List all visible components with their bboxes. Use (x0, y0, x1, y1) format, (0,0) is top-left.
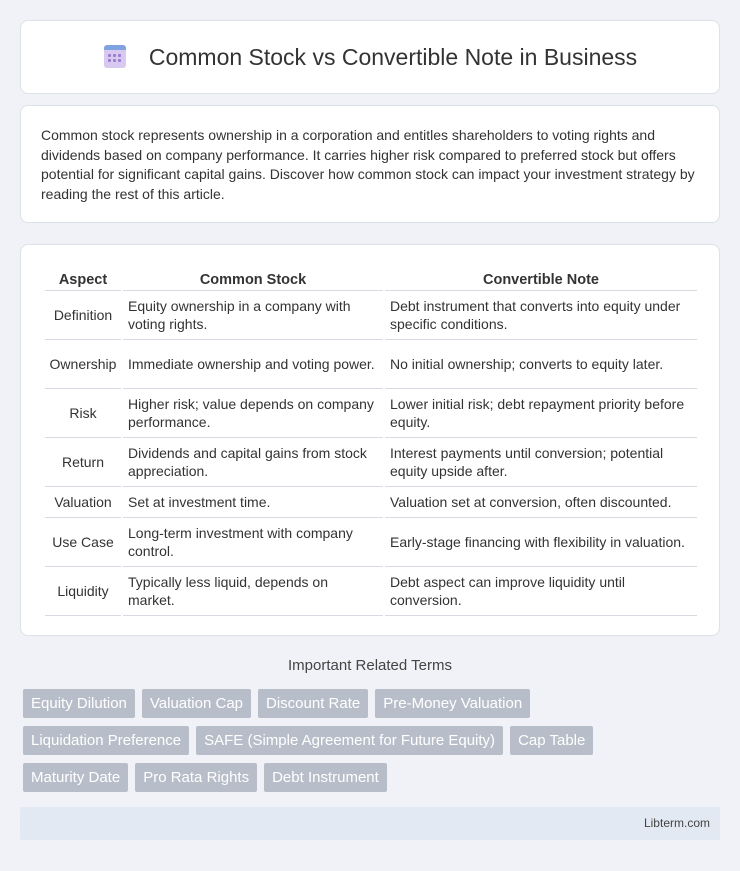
table-header-row (45, 265, 697, 291)
row-aspect: Valuation (45, 487, 121, 518)
row-aspect: Use Case (45, 518, 121, 567)
tag-row (23, 689, 723, 718)
intro-text: Common stock represents ownership in a corporation and entitles shareholders to voting rights and dividends based on company performance. It carries higher risk compared to preferred stock but offers potential for significant capital gains. Discover how common stock can impact your investment strategy by reading the rest of this article. (41, 127, 695, 202)
table-row (45, 438, 697, 487)
row-aspect: Return (45, 438, 121, 487)
tag-discount-rate[interactable]: Discount Rate (258, 689, 368, 718)
tag-row (23, 763, 723, 792)
title-wrap (103, 44, 637, 71)
row-convertible-note: Debt aspect can improve liquidity until conversion. (385, 567, 697, 616)
row-aspect: Liquidity (45, 567, 121, 616)
header-card (20, 20, 720, 94)
row-aspect: Ownership (45, 340, 121, 389)
comparison-table (43, 265, 699, 616)
related-terms-tags (23, 689, 723, 800)
row-common-stock: Set at investment time. (123, 487, 383, 518)
header-convertible-note: Convertible Note (385, 265, 697, 291)
row-common-stock: Immediate ownership and voting power. (123, 340, 383, 389)
footer (20, 807, 720, 840)
row-common-stock: Equity ownership in a company with voting rights. (123, 291, 383, 340)
tag-cap-table[interactable]: Cap Table (510, 726, 593, 755)
row-convertible-note: Lower initial risk; debt repayment priority before equity. (385, 389, 697, 438)
row-common-stock: Dividends and capital gains from stock appreciation. (123, 438, 383, 487)
table-row (45, 389, 697, 438)
row-convertible-note: Valuation set at conversion, often discounted. (385, 487, 697, 518)
calendar-icon (103, 44, 129, 70)
tag-liquidation-preference[interactable]: Liquidation Preference (23, 726, 189, 755)
row-aspect: Definition (45, 291, 121, 340)
tag-debt-instrument[interactable]: Debt Instrument (264, 763, 387, 792)
row-convertible-note: Debt instrument that converts into equity under specific conditions. (385, 291, 697, 340)
header-common-stock: Common Stock (123, 265, 383, 291)
table-row (45, 340, 697, 389)
row-common-stock: Higher risk; value depends on company performance. (123, 389, 383, 438)
comparison-card (20, 244, 720, 636)
tag-equity-dilution[interactable]: Equity Dilution (23, 689, 135, 718)
row-convertible-note: Interest payments until conversion; potential equity upside after. (385, 438, 697, 487)
table-row (45, 291, 697, 340)
tag-pro-rata-rights[interactable]: Pro Rata Rights (135, 763, 257, 792)
table-row (45, 518, 697, 567)
row-convertible-note: No initial ownership; converts to equity later. (385, 340, 697, 389)
table-row (45, 487, 697, 518)
row-convertible-note: Early-stage financing with flexibility in valuation. (385, 518, 697, 567)
tag-row (23, 726, 723, 755)
row-common-stock: Long-term investment with company control. (123, 518, 383, 567)
tag-safe[interactable]: SAFE (Simple Agreement for Future Equity) (196, 726, 503, 755)
tag-valuation-cap[interactable]: Valuation Cap (142, 689, 251, 718)
header-aspect: Aspect (45, 265, 121, 291)
tag-pre-money-valuation[interactable]: Pre-Money Valuation (375, 689, 530, 718)
table-row (45, 567, 697, 616)
page-title: Common Stock vs Convertible Note in Business (148, 43, 638, 70)
related-terms-title: Important Related Terms (288, 657, 452, 674)
row-common-stock: Typically less liquid, depends on market. (123, 567, 383, 616)
intro-card (20, 105, 720, 223)
row-aspect: Risk (45, 389, 121, 438)
footer-site-link[interactable]: Libterm.com (643, 816, 710, 830)
tag-maturity-date[interactable]: Maturity Date (23, 763, 128, 792)
